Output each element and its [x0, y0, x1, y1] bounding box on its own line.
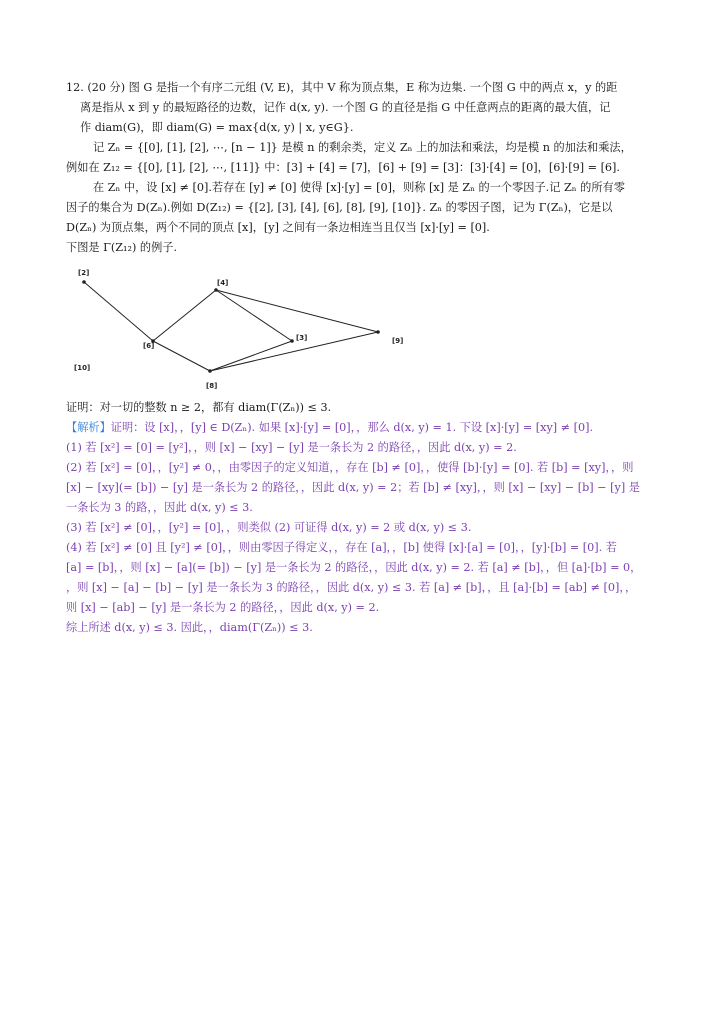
graph-node-label: [2]	[78, 269, 90, 277]
solution-line: (1) 若 [x²] = [0] = [y²]，，则 [x] − [xy] − [y] 是一条长为 2 的路径，，因此 d(x, y) = 2.	[66, 441, 517, 454]
solution-line: [x] − [xy](= [b]) − [y] 是一条长为 2 的路径，，因此 d(x, y) = 2；若 [b] ≠ [xy]，，则 [x] − [xy] − [b] − [y] 是	[66, 481, 640, 494]
graph-edge	[210, 332, 378, 371]
problem-line-1: 12. (20 分) 图 G 是指一个有序二元组 (V, E)，其中 V 称为顶点集，E 称为边集. 一个图 G 中的两点 x，y 的距	[66, 81, 618, 94]
graph-node	[214, 288, 218, 292]
graph-edge	[84, 282, 153, 341]
solution-line: ，则 [x] − [a] − [b] − [y] 是一条长为 3 的路径，，因此 d(x, y) ≤ 3. 若 [a] ≠ [b]，，且 [a]·[b] = [ab] ≠ [0]，，	[66, 581, 637, 594]
solution-line: (2) 若 [x²] = [0]，，[y²] ≠ 0，，由零因子的定义知道，，存在 [b] ≠ [0]，，使得 [b]·[y] = [0]. 若 [b] = [xy]，，则	[66, 461, 634, 474]
solution-line-1	[66, 420, 593, 436]
graph-node-label: [10]	[74, 364, 91, 372]
zero-divisor-graph	[64, 264, 424, 396]
graph-edge	[216, 290, 292, 341]
problem-line-2: 离是指从 x 到 y 的最短路径的边数，记作 d(x, y). 一个图 G 的直径是指 G 中任意两点的距离的最大值，记	[80, 101, 611, 114]
problem-line-6: 在 Zₙ 中，设 [x] ≠ [0].若存在 [y] ≠ [0] 使得 [x]·[y] = [0]，则称 [x] 是 Zₙ 的一个零因子.记 Zₙ 的所有零	[93, 181, 625, 194]
graph-node-label: [8]	[206, 382, 218, 390]
graph-node-label: [6]	[143, 342, 155, 350]
problem-line-3: 作 diam(G)，即 diam(G) = max{d(x, y) | x, y∈G}.	[80, 121, 354, 134]
graph-node	[82, 280, 86, 284]
proof-statement: 证明：对一切的整数 n ≥ 2，都有 diam(Γ(Zₙ)) ≤ 3.	[66, 401, 332, 414]
graph-node-label: [9]	[392, 337, 404, 345]
solution-line: 综上所述 d(x, y) ≤ 3. 因此，，diam(Γ(Zₙ)) ≤ 3.	[66, 621, 313, 634]
solution-line: [a] = [b]，，则 [x] − [a](= [b]) − [y] 是一条长为 2 的路径，，因此 d(x, y) = 2. 若 [a] ≠ [b]，，但 [a]·[b] = 0，	[66, 561, 642, 574]
solution-line: 则 [x] − [ab] − [y] 是一条长为 2 的路径，，因此 d(x, y) = 2.	[66, 601, 380, 614]
problem-line-5: 例如在 Z₁₂ = {[0], [1], [2], ⋯, [11]} 中：[3] + [4] = [7]，[6] + [9] = [3]：[3]·[4] = [0]，[6]·[9] = [6].	[66, 161, 620, 174]
solution-tag: 【解析】	[66, 421, 111, 434]
graph-edge	[153, 290, 216, 341]
graph-edge	[210, 341, 292, 371]
graph-node-label: [3]	[296, 334, 308, 342]
graph-edge	[153, 341, 210, 371]
graph-node	[208, 369, 212, 373]
problem-line-4: 记 Zₙ = {[0], [1], [2], ⋯, [n − 1]} 是模 n 的剩余类，定义 Zₙ 上的加法和乘法，均是模 n 的加法和乘法，	[93, 141, 632, 154]
solution-line: (4) 若 [x²] ≠ [0] 且 [y²] ≠ [0]，，则由零因子得定义，，存在 [a]，，[b] 使得 [x]·[a] = [0]，，[y]·[b] = [0]. 若	[66, 541, 617, 554]
graph-node-label: [4]	[217, 279, 229, 287]
problem-line-7: 因子的集合为 D(Zₙ).例如 D(Z₁₂) = {[2], [3], [4], [6], [8], [9], [10]}. Zₙ 的零因子图，记为 Γ(Zₙ)，它是以	[66, 201, 613, 214]
problem-line-9: 下图是 Γ(Z₁₂) 的例子.	[66, 241, 178, 254]
solution-line: 一条长为 3 的路，，因此 d(x, y) ≤ 3.	[66, 501, 253, 514]
solution-first-line: 证明：设 [x]，，[y] ∈ D(Zₙ). 如果 [x]·[y] = [0]，，那么 d(x, y) = 1. 下设 [x]·[y] = [xy] ≠ [0].	[110, 421, 594, 434]
graph-edge	[216, 290, 378, 332]
problem-line-8: D(Zₙ) 为顶点集，两个不同的顶点 [x]，[y] 之间有一条边相连当且仅当 [x]·[y] = [0].	[66, 221, 490, 234]
graph-node	[290, 339, 294, 343]
solution-line: (3) 若 [x²] ≠ [0]，，[y²] = [0]，，则类似 (2) 可证得 d(x, y) = 2 或 d(x, y) ≤ 3.	[66, 521, 472, 534]
graph-node	[376, 330, 380, 334]
